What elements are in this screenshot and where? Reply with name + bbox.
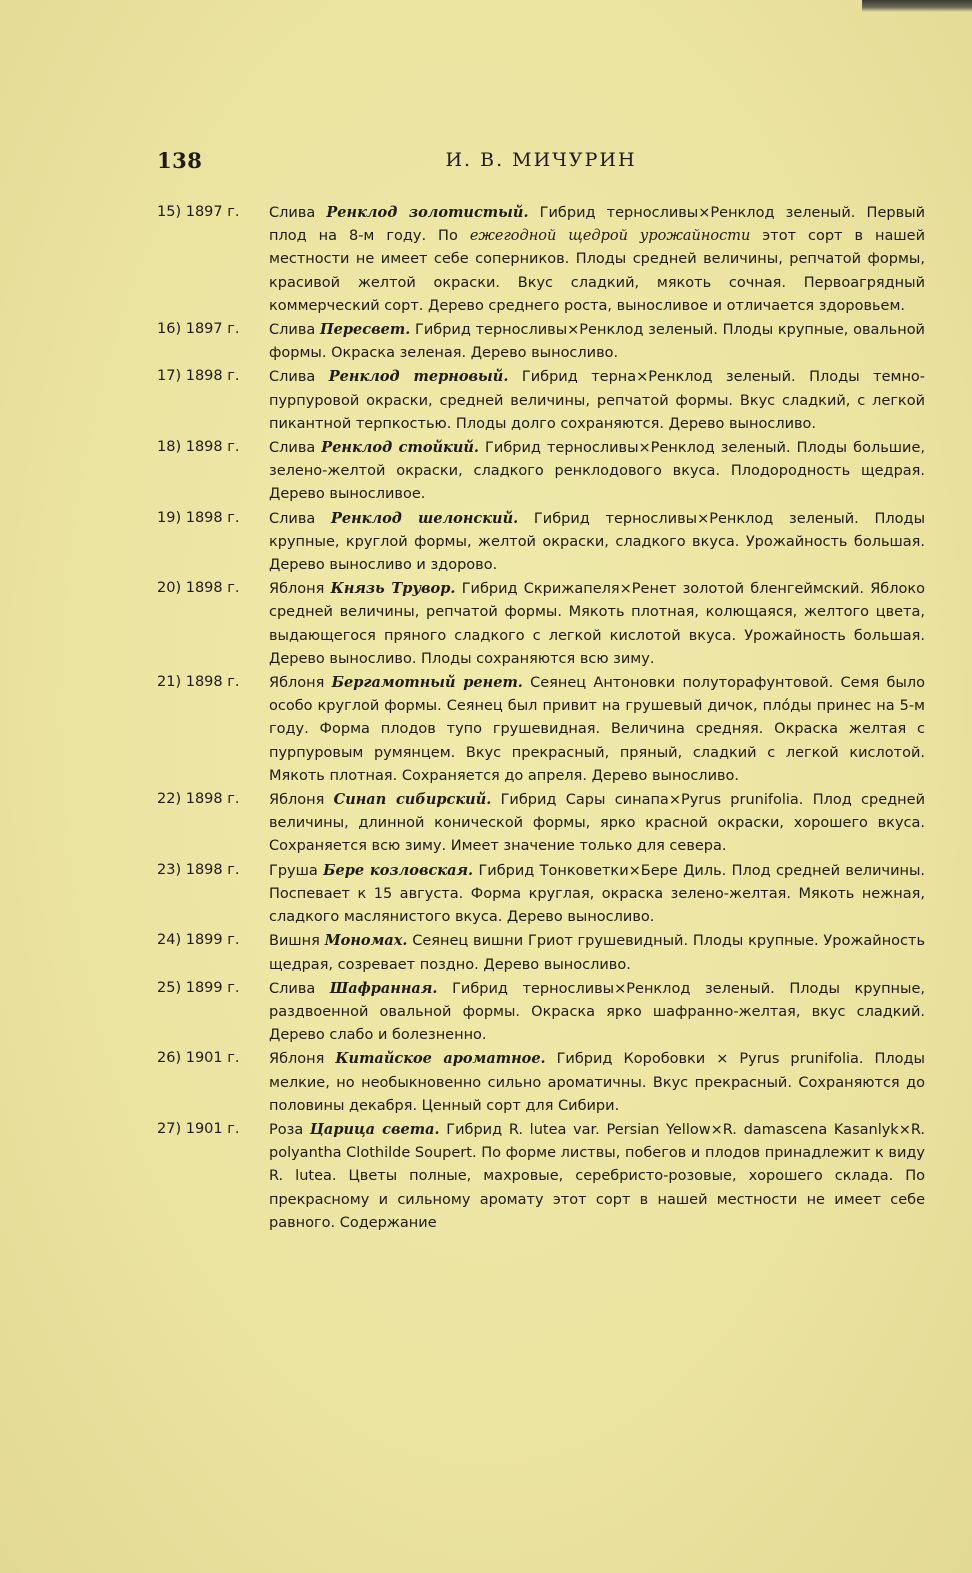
page-header <box>157 148 925 178</box>
entry-label: 17) 1898 г. <box>157 368 240 385</box>
species: Слива <box>269 980 316 997</box>
entry-text <box>269 201 925 318</box>
list-item <box>157 1047 925 1118</box>
variety-name: Пересвет. <box>319 321 411 339</box>
list-item <box>157 929 925 976</box>
entry-description: Гибрид терносливы×Ренклод зеленый. Плоды крупные, овальной формы. Окраска зеленая. Дерево выносливо. <box>269 322 925 362</box>
species: Слива <box>269 205 316 221</box>
entry-description: Сеянец Антоновки полуторафунтовой. Семя было особо круглой формы. Сеянец был привит на грушевый дичок, пло́ды принес на 5-м году. Форма плодов тупо грушевидная. Величина средняя. Окраска желтая с пурпуровым румянцем. Вкус прекрасный, пряный, сладкий с легкой кислотой. Мякоть плотная. Сохраняется до апреля. Дерево выносливо. <box>269 675 926 784</box>
list-item <box>157 201 925 318</box>
species: Слива <box>269 322 316 339</box>
entry-label: 23) 1898 г. <box>157 861 240 878</box>
entry-label: 25) 1899 г. <box>157 979 240 996</box>
list-item <box>157 977 925 1048</box>
entry-text <box>269 436 925 507</box>
species: Яблоня <box>269 675 325 692</box>
list-item <box>157 365 925 436</box>
entry-label: 19) 1898 г. <box>157 509 240 526</box>
species: Яблоня <box>269 581 325 598</box>
entry-text <box>269 1047 925 1118</box>
variety-name: Ренклод терновый. <box>328 368 509 386</box>
entry-description: Гибрид терносливы×Ренклод зеленый. Плоды большие, зелено-желтой окраски, сладкого ренклодового вкуса. Плодородность щедрая. Дерево выносливое. <box>269 440 926 503</box>
entry-description: Гибрид терносливы×Ренклод зеленый. Плоды крупные, раздвоенной овальной формы. Окраска ярко шафранно-желтая, вкус сладкий. Дерево слабо и болезненно. <box>269 980 926 1044</box>
variety-name: Китайское ароматное. <box>335 1050 546 1068</box>
list-item <box>157 507 925 578</box>
variety-name: Ренклод стойкий. <box>321 439 479 457</box>
entry-text <box>269 788 925 859</box>
species: Роза <box>269 1121 304 1138</box>
entry-description: Сеянец вишни Гриот грушевидный. Плоды крупные. Урожайность щедрая, созревает поздно. Дерево выносливо. <box>269 933 926 973</box>
variety-name: Царица света. <box>309 1120 440 1138</box>
entry-label: 16) 1897 г. <box>157 321 240 338</box>
entry-text <box>269 1118 925 1235</box>
variety-name: Шафранная. <box>329 979 438 997</box>
running-title: И. В. МИЧУРИН <box>445 149 637 171</box>
species: Яблоня <box>269 1051 325 1068</box>
entry-description: Гибрид терносливы×Ренклод зеленый. Первый плод на 8-м году. По <box>269 205 926 245</box>
list-item <box>157 671 925 788</box>
species: Яблоня <box>269 792 325 809</box>
variety-name: Ренклод шелонский. <box>330 509 519 527</box>
entry-label: 26) 1901 г. <box>157 1050 240 1067</box>
entry-label: 27) 1901 г. <box>157 1120 240 1137</box>
entry-text <box>269 977 925 1048</box>
list-item <box>157 859 925 930</box>
variety-name: Бере козловская. <box>323 861 474 879</box>
scan-edge-shadow <box>862 0 972 12</box>
list-item <box>157 318 925 365</box>
variety-name: Князь Трувор. <box>330 580 456 598</box>
entry-label: 20) 1898 г. <box>157 580 240 597</box>
entry-label: 18) 1898 г. <box>157 439 240 456</box>
entry-description: Гибрид Коробовки × Pyrus prunifolia. Плоды мелкие, но необыкновенно сильно ароматичны. Вкус прекрасный. Сохраняются до половины декабря. Ценный сорт для Сибири. <box>269 1051 926 1114</box>
entry-text <box>269 671 925 788</box>
variety-name: Синап сибирский. <box>333 791 492 809</box>
entry-text <box>269 859 925 930</box>
list-item <box>157 436 925 507</box>
species: Слива <box>269 440 316 457</box>
variety-name: Мономах. <box>324 932 408 950</box>
entry-description: Гибрид Скрижапеля×Ренет золотой бленгеймский. Яблоко средней величины, репчатой формы. Мякоть плотная, колющаяся, желтого цвета, выдающегося пряного сладкого с легкой кислотой вкуса. Урожайность большая. Дерево выносливо. Плоды сохраняются всю зиму. <box>269 581 926 667</box>
variety-name: Бергамотный ренет. <box>331 674 523 692</box>
list-item <box>157 577 925 671</box>
entry-text <box>269 577 925 671</box>
variety-name: Ренклод золотистый. <box>326 204 529 221</box>
variety-list <box>157 201 925 1235</box>
entry-label: 15) 1897 г. <box>157 204 240 220</box>
entry-description-cont: этот сорт в нашей местности не имеет себе соперников. Плоды средней величины, репчатой формы, красивой желтой окраски. Вкус сладкий, мякоть сочная. Первоагрядный коммерческий сорт. Дерево среднего роста, выносливое и отличается здоровьем. <box>269 228 925 314</box>
entry-label: 21) 1898 г. <box>157 674 240 691</box>
species: Слива <box>269 510 316 527</box>
list-item <box>157 788 925 859</box>
entry-description: Гибрид терносливы×Ренклод зеленый. Плоды крупные, круглой формы, желтой окраски, сладкого вкуса. Урожайность большая. Дерево выносливо и здорово. <box>269 510 926 574</box>
species: Груша <box>269 862 318 879</box>
entry-text <box>269 318 925 365</box>
entry-description: Гибрид Сары синапа×Pyrus prunifolia. Плод средней величины, длинной конической формы, ярко красной окраски, хорошего вкуса. Сохраняется всю зиму. Имеет значение только для севера. <box>269 792 926 855</box>
entry-description: Гибрид терна×Ренклод зеленый. Плоды темно-пурпуровой окраски, средней величины, репчатой формы. Вкус сладкий, с легкой пикантной терпкостью. Плоды долго сохраняются. Дерево выносливо. <box>269 369 926 432</box>
entry-description: Гибрид Тонковетки×Бере Диль. Плод средней величины. Поспевает к 15 августа. Форма круглая, окраска зелено-желтая. Мякоть нежная, сладкого маслянистого вкуса. Дерево выносливо. <box>269 862 926 926</box>
entry-label: 24) 1899 г. <box>157 932 240 949</box>
species: Слива <box>269 369 316 386</box>
entry-label: 22) 1898 г. <box>157 791 240 808</box>
entry-text <box>269 507 925 578</box>
page-number: 138 <box>157 148 203 173</box>
entry-text <box>269 365 925 436</box>
entry-description: Гибрид R. lutea var. Persian Yellow×R. damascena Kasanlyk×R. polyantha Clothilde Soupert. По форме листвы, побегов и плодов принадлежит к виду R. lutea. Цветы полные, махровые, серебристо-розовые, хорошего склада. По прекрасному и сильному аромату этот сорт в нашей местности не имеет себе равного. Содержание <box>269 1121 926 1231</box>
species: Вишня <box>269 933 320 950</box>
list-item <box>157 1118 925 1235</box>
emphasis-text: ежегодной щедрой урожайности <box>469 228 751 245</box>
entry-text <box>269 929 925 976</box>
